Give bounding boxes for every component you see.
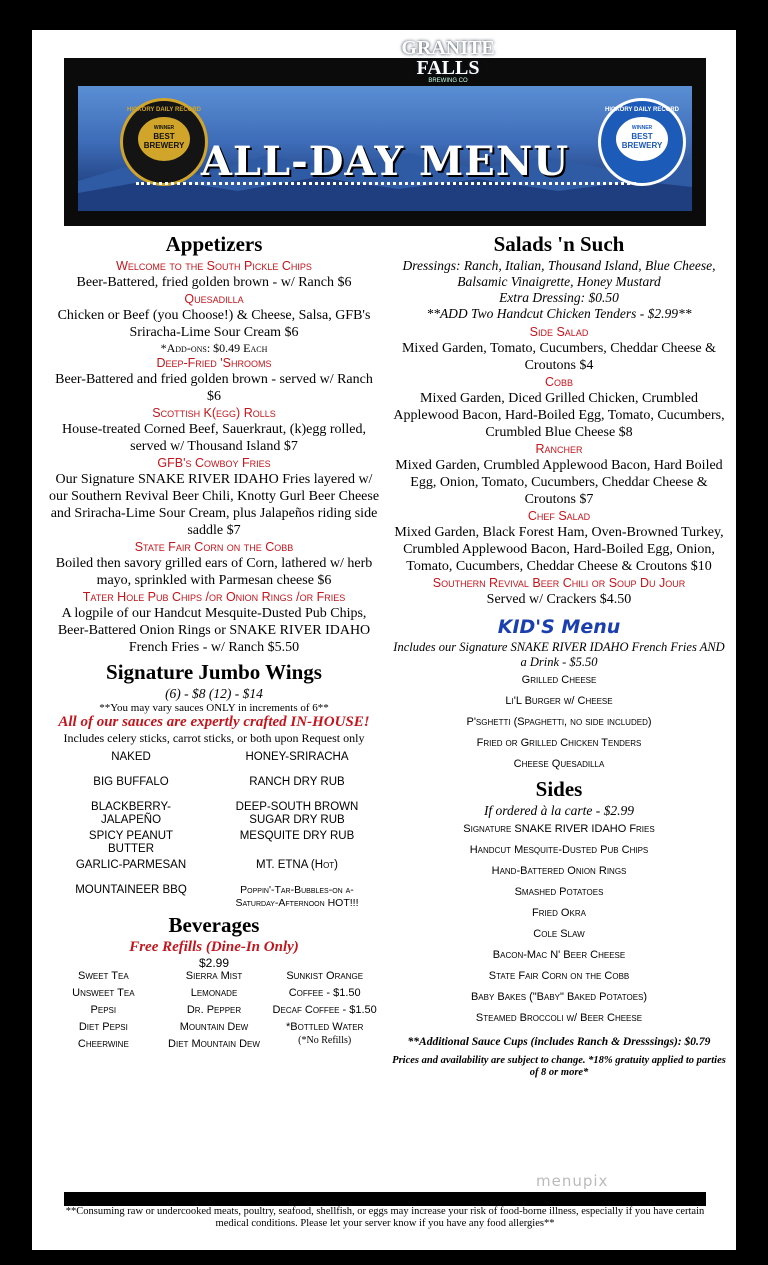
kids-item: Cheese Quesadilla — [513, 758, 605, 770]
menu-item-desc: Beer-Battered and fried golden brown - served w/ Ranch $6 — [55, 372, 373, 404]
logo-name-line2: FALLS — [416, 57, 480, 79]
side-item: Bacon-Mac N' Beer Cheese — [492, 949, 626, 961]
watermark: menupix — [536, 1172, 609, 1190]
wings-prices: (6) - $8 (12) - $14 — [165, 686, 263, 701]
menu-item-name: Deep-Fried 'Shrooms — [156, 356, 272, 370]
kids-item: Grilled Cheese — [521, 674, 597, 686]
seal-best: BEST — [631, 132, 653, 141]
menu-item-desc: Mixed Garden, Black Forest Ham, Oven-Browned Turkey, Crumbled Applewood Bacon, Hard-Boiled Egg, Onion, Tomato, Cucumbers, Cheddar Cheese & Croutons $10 — [394, 525, 724, 574]
menu-item-desc: Mixed Garden, Tomato, Cucumbers, Cheddar Cheese & Croutons $4 — [401, 341, 717, 373]
seal-winner: WINNER — [153, 125, 175, 131]
extra-dressing-note: Extra Dressing: $0.50 — [499, 290, 619, 305]
menu-item-desc: House-treated Corned Beef, Sauerkraut, (k)egg rolled, served w/ Thousand Island $7 — [62, 422, 366, 454]
sauce-item: BLACKBERRY-JALAPEÑO — [91, 801, 171, 826]
beverage-item: Unsweet Tea — [72, 987, 135, 999]
beverage-column — [48, 970, 159, 1055]
kids-item: Li'L Burger w/ Cheese — [505, 695, 613, 707]
menu-item-desc: Chicken or Beef (you Choose!) & Cheese, Salsa, GFB's Sriracha-Lime Sour Cream $6 — [57, 308, 371, 340]
beverage-item: Decaf Coffee - $1.50 — [272, 1004, 377, 1016]
sauce-item: MT. ETNA (Hot) — [255, 859, 339, 871]
beverage-item: Lemonade — [190, 987, 238, 999]
seal-winner: WINNER — [631, 125, 653, 131]
menu-item-name: Tater Hole Pub Chips /or Onion Rings /or Fries — [82, 590, 346, 604]
side-item: Baby Bakes ("Baby" Baked Potatoes) — [470, 991, 648, 1003]
menu-item-desc: Mixed Garden, Crumbled Applewood Bacon, Hard Boiled Egg, Onion, Tomato, Cucumbers, Cheddar Cheese & Croutons $7 — [395, 458, 723, 507]
sauce-item: MOUNTAINEER BBQ — [75, 884, 187, 896]
beverage-note: (*No Refills) — [298, 1035, 352, 1046]
brand-logo — [390, 32, 506, 128]
beverage-item: Mountain Dew — [179, 1021, 249, 1033]
logo-name-line1: GRANITE — [401, 37, 495, 59]
beverages-refills: Free Refills (Dine-In Only) — [129, 939, 299, 955]
beverage-item: Diet Mountain Dew — [168, 1038, 260, 1050]
menu-title: ALL-DAY MENU — [200, 138, 570, 185]
side-item: Hand-Battered Onion Rings — [491, 865, 627, 877]
kids-note: Includes our Signature SNAKE RIVER IDAHO French Fries AND a Drink - $5.50 — [393, 640, 725, 669]
sauce-item: MESQUITE DRY RUB — [239, 830, 355, 842]
sauce-item: RANCH DRY RUB — [249, 776, 345, 788]
beverage-item: Pepsi — [90, 1004, 117, 1016]
menu-item-desc: Boiled then savory grilled ears of Corn, lathered w/ herb mayo, sprinkled with Parmesan cheese $6 — [55, 556, 373, 588]
beverage-item: Sweet Tea — [77, 970, 129, 982]
logo-sub: BREWING CO — [428, 78, 468, 84]
seal-brewery: BREWERY — [143, 141, 185, 150]
footer-bar — [64, 1192, 706, 1206]
wings-includes-note: Includes celery sticks, carrot sticks, or both upon Request only — [63, 731, 365, 745]
kids-item: P'sghetti (Spaghetti, no side included) — [466, 716, 652, 728]
logo-tagline: FIERCELY INDEPENDENT — [406, 32, 490, 38]
dressings-note: Dressings: Ranch, Italian, Thousand Island, Blue Cheese, Balsamic Vinaigrette, Honey Mustard — [402, 258, 716, 289]
sauce-item: DEEP-SOUTH BROWN SUGAR DRY RUB — [235, 801, 359, 826]
seal-ring-text: HICKORY DAILY RECORD — [126, 107, 201, 113]
header-banner — [64, 32, 706, 226]
side-item: Fried Okra — [532, 907, 586, 919]
sauce-item: SPICY PEANUT BUTTER — [88, 830, 174, 855]
menu-item-name: State Fair Corn on the Cobb — [134, 540, 294, 554]
side-item: Handcut Mesquite-Dusted Pub Chips — [469, 844, 649, 856]
kids-item: Fried or Grilled Chicken Tenders — [476, 737, 642, 749]
sides-note: If ordered à la carte - $2.99 — [483, 803, 635, 818]
side-item: Signature SNAKE RIVER IDAHO Fries — [463, 823, 655, 835]
beverages-heading: Beverages — [168, 913, 260, 937]
menu-item-desc: Mixed Garden, Diced Grilled Chicken, Crumbled Applewood Bacon, Hard-Boiled Egg, Tomato, Cucumbers, Crumbled Blue Cheese $8 — [393, 391, 725, 440]
beverage-item: Diet Pepsi — [78, 1021, 128, 1033]
wings-inhouse-note: All of our sauces are expertly crafted IN-HOUSE! — [58, 714, 370, 730]
sauce-item: BIG BUFFALO — [93, 776, 169, 788]
side-item: Steamed Broccoli w/ Beer Cheese — [475, 1012, 643, 1024]
wings-heading: Signature Jumbo Wings — [106, 660, 322, 684]
food-safety-disclaimer: **Consuming raw or undercooked meats, poultry, seafood, shellfish, or eggs may increase your risk of food-borne illness, especially if you have certain medical conditions. Please let your server know if you have any food allergies** — [65, 1206, 705, 1229]
tenders-note: **ADD Two Handcut Chicken Tenders - $2.99** — [426, 306, 692, 321]
menu-item-desc: A logpile of our Handcut Mesquite-Dusted Pub Chips, Beer-Battered Onion Rings or SNAKE RIVER IDAHO French Fries - w/ Ranch $5.50 — [57, 606, 371, 655]
sauce-list — [48, 751, 380, 913]
side-item: State Fair Corn on the Cobb — [488, 970, 630, 982]
menu-item-name: Quesadilla — [184, 292, 244, 306]
menu-item-desc: Our Signature SNAKE RIVER IDAHO Fries layered w/ our Southern Revival Beer Chili, Knotty Gurl Beer Cheese and Sriracha-Lime Sour Cream, plus Jalapeños riding side saddle $7 — [48, 472, 380, 538]
beverage-item: Sunkist Orange — [286, 970, 364, 982]
menu-item-name: Southern Revival Beer Chili or Soup Du Jour — [432, 576, 686, 590]
beverage-item: Sierra Mist — [185, 970, 243, 982]
sauce-cups-note: **Additional Sauce Cups (includes Ranch & Dresssings): $0.79 — [407, 1036, 711, 1048]
sauce-item: GARLIC-PARMESAN — [75, 859, 187, 871]
salads-heading: Salads 'n Such — [493, 232, 625, 256]
menu-item-name: Cobb — [544, 375, 574, 389]
menu-item-name: Rancher — [535, 442, 583, 456]
beverages-price: $2.99 — [198, 956, 230, 970]
menu-item-name: Scottish K(egg) Rolls — [152, 406, 276, 420]
left-column — [48, 230, 380, 1055]
menu-item-name: GFB's Cowboy Fries — [157, 456, 271, 470]
seal-brewery: BREWERY — [621, 141, 663, 150]
sauce-item: NAKED — [111, 751, 151, 763]
menu-item-desc: Beer-Battered, fried golden brown - w/ Ranch $6 — [76, 275, 352, 290]
menu-item-name: Chef Salad — [527, 509, 591, 523]
sauce-item: Poppin'-Tar-Bubbles-on a-Saturday-Afternoon HOT!!! — [235, 884, 359, 909]
beverage-item: *Bottled Water — [286, 1021, 364, 1033]
beverage-column — [159, 970, 270, 1055]
side-item: Smashed Potatoes — [514, 886, 604, 898]
menu-item-name: Welcome to the South Pickle Chips — [116, 259, 312, 273]
right-column — [392, 230, 726, 1079]
menu-item-desc: Served w/ Crackers $4.50 — [486, 592, 632, 607]
seal-best: BEST — [153, 132, 175, 141]
side-item: Cole Slaw — [533, 928, 585, 940]
price-change-note: Prices and availability are subject to change. *18% gratuity applied to parties of 8 or more* — [392, 1055, 726, 1078]
appetizers-heading: Appetizers — [165, 232, 263, 256]
sauce-item: HONEY-SRIRACHA — [245, 751, 349, 763]
beverage-item: Cheerwine — [77, 1038, 129, 1050]
title-dotted-rule — [136, 182, 636, 185]
beverage-item: Coffee - $1.50 — [288, 987, 361, 999]
sides-heading: Sides — [535, 777, 583, 801]
beverage-item: Dr. Pepper — [186, 1004, 242, 1016]
beverage-list — [48, 970, 380, 1055]
beverage-column — [269, 970, 380, 1055]
wings-note: **You may vary sauces ONLY in increments of 6** — [99, 702, 329, 714]
kids-heading: KID'S Menu — [497, 616, 621, 638]
menu-item-extra: *Add-ons: $0.49 Each — [160, 341, 268, 355]
menu-item-name: Side Salad — [529, 325, 589, 339]
seal-ring-text: HICKORY DAILY RECORD — [604, 107, 679, 113]
